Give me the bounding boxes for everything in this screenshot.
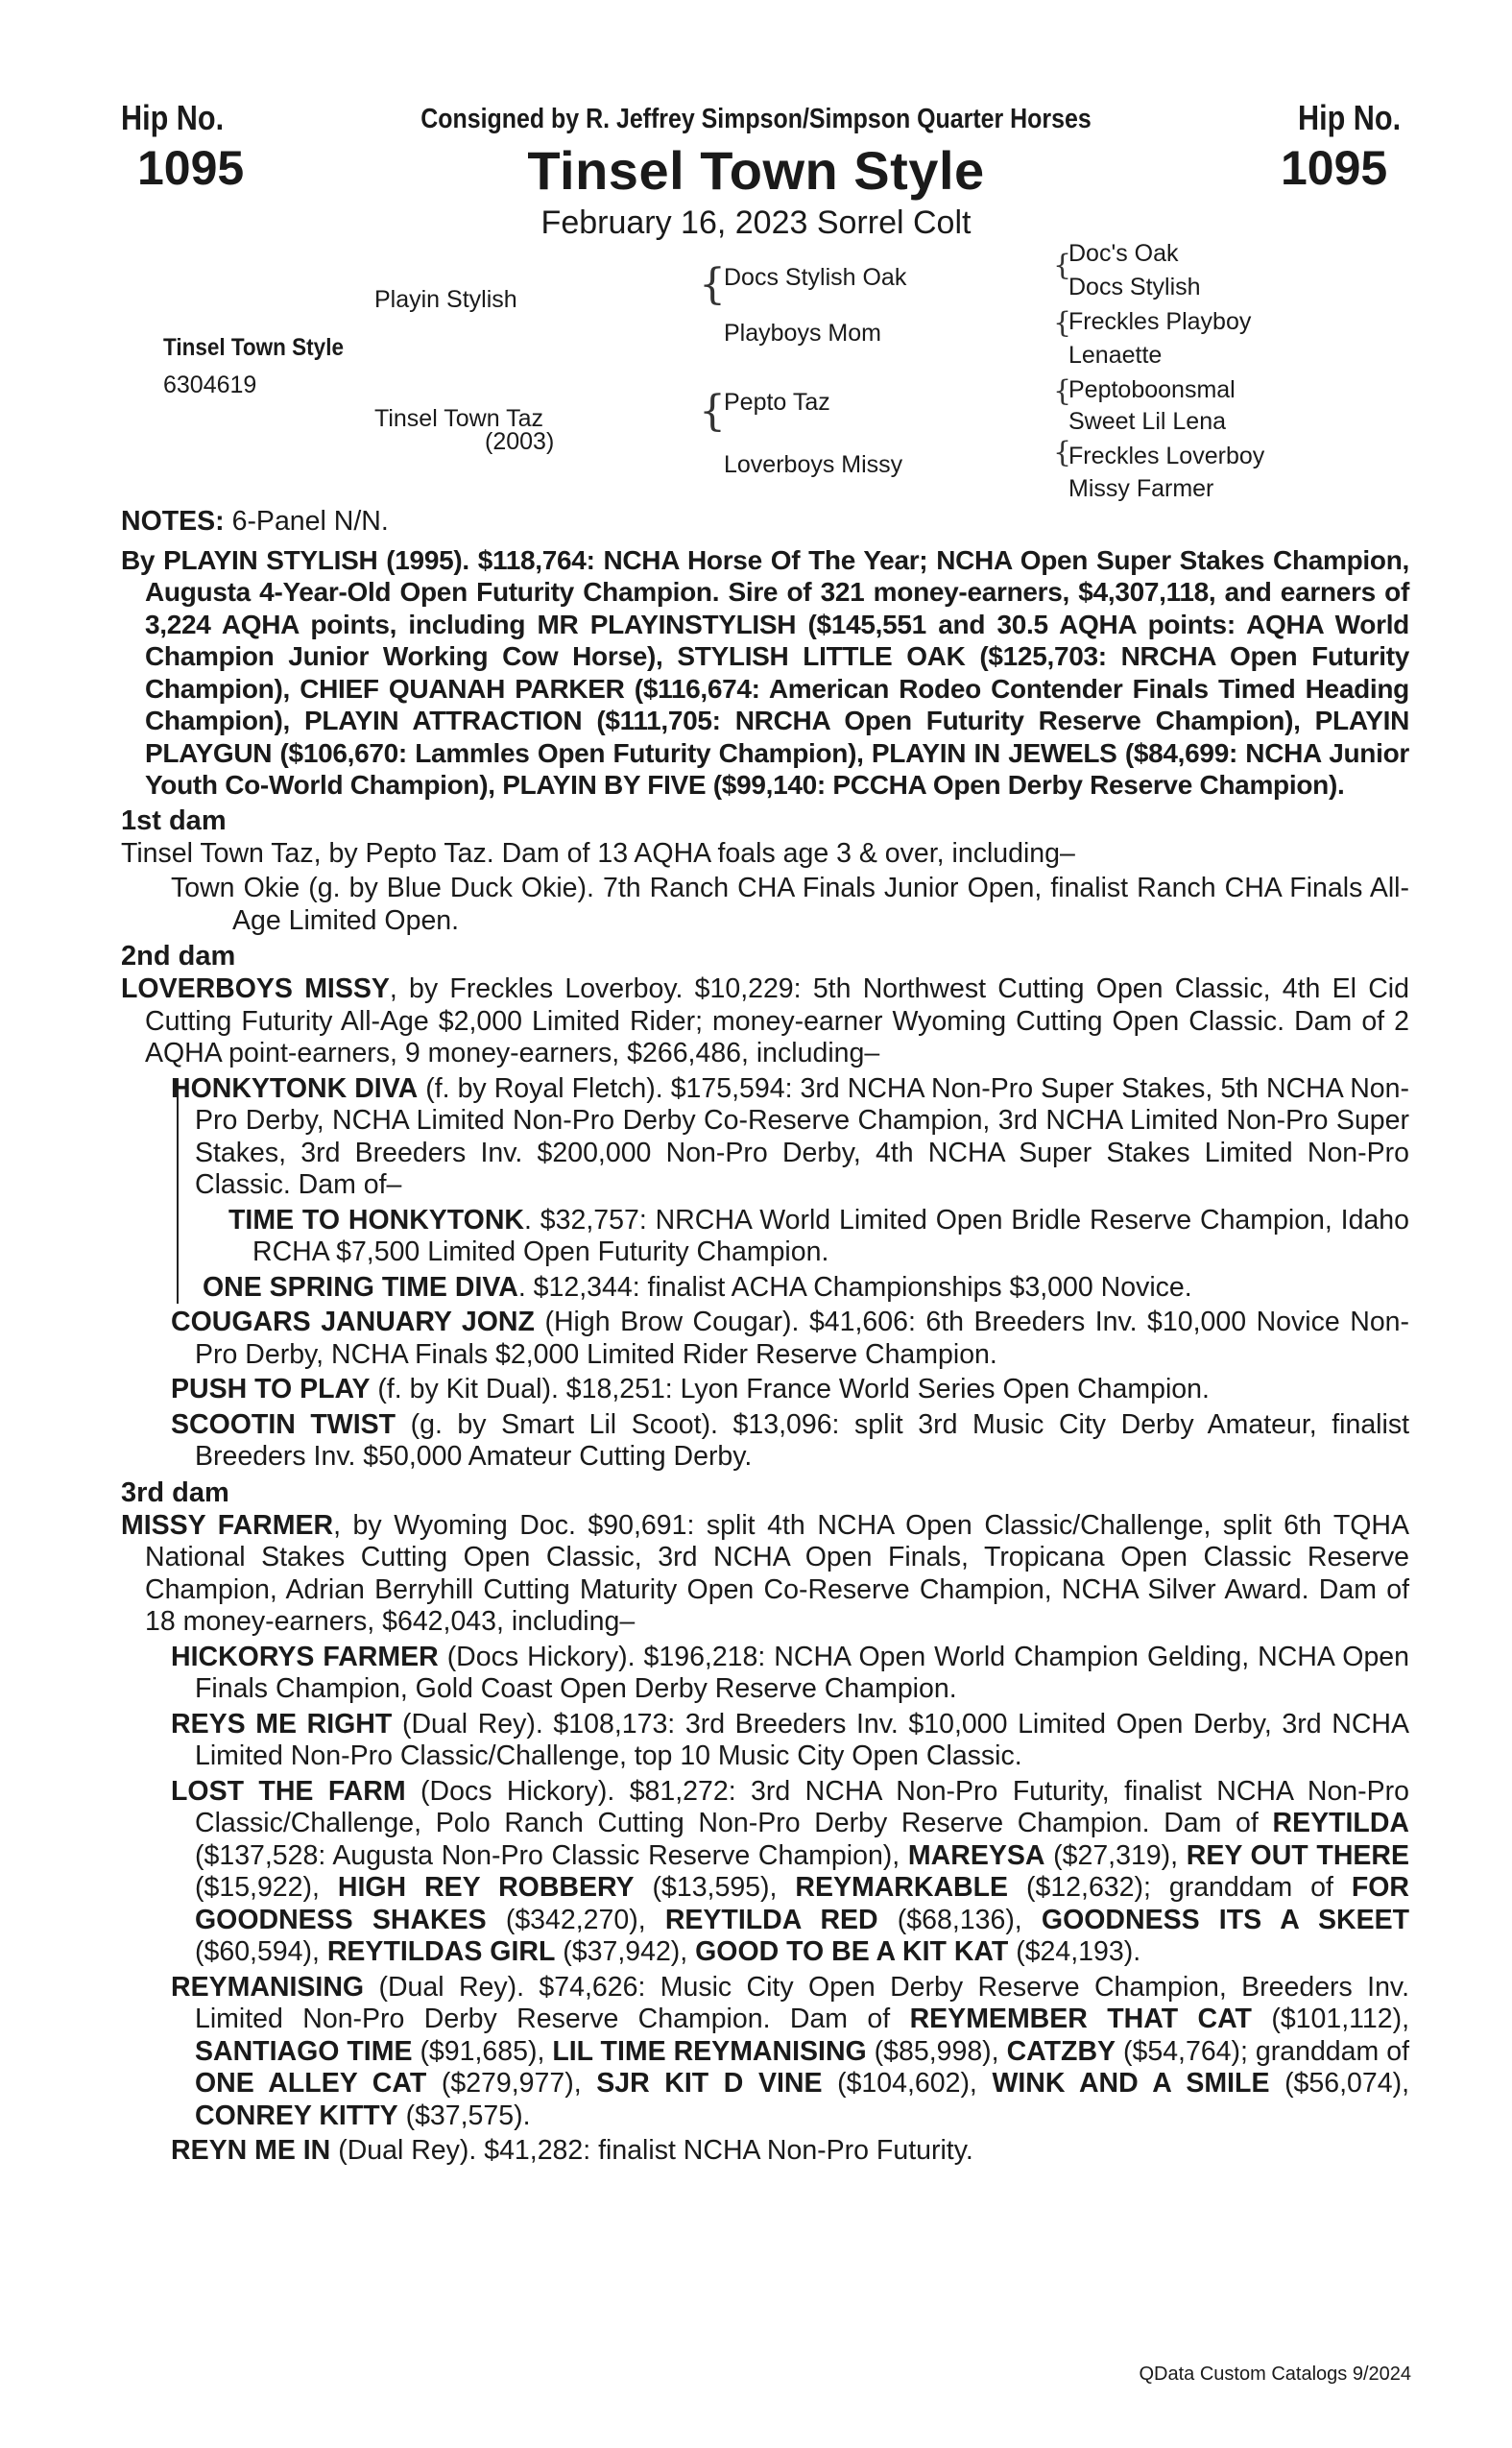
horse-title: Tinsel Town Style xyxy=(527,140,985,201)
pedigree-g3: Freckles Playboy xyxy=(1068,308,1252,335)
first-dam-text: Tinsel Town Taz, by Pepto Taz. Dam of 13 AQHA foals age 3 & over, including– xyxy=(121,837,1075,869)
gp-catzby: CATZBY xyxy=(1006,2035,1116,2067)
hip-number-left: 1095 xyxy=(137,141,245,195)
gp-mareysa-t: ($27,319), xyxy=(1044,1839,1187,1871)
brace-g3: { xyxy=(1053,374,1072,408)
pedigree-g8: Missy Farmer xyxy=(1068,475,1214,502)
second-dam-produce xyxy=(121,1073,1409,1474)
gp-for-goodness-shakes-t: ($342,270), xyxy=(486,1904,665,1935)
gp-high-rey-robbery: HIGH REY ROBBERY xyxy=(337,1872,635,1903)
pedigree-g5: Peptoboonsmal xyxy=(1068,376,1236,403)
gp-conrey-kitty-t: ($37,575). xyxy=(397,2100,531,2131)
gp-reymarkable-t: ($12,632); granddam of xyxy=(1008,1872,1352,1903)
third-dam-name: MISSY FARMER xyxy=(121,1509,334,1541)
second-dam-text xyxy=(121,973,1409,1070)
name-hickorys-farmer: HICKORYS FARMER xyxy=(171,1641,439,1672)
brace-g4: { xyxy=(1053,436,1072,469)
gp-reytilda-t: ($137,528: Augusta Non-Pro Classic Reserve Champion), xyxy=(195,1839,908,1871)
second-dam-desc: , by Freckles Loverboy. $10,229: 5th Northwest Cutting Open Classic, 4th El Cid Cutting Futurity All-Age $2,000 Limited Rider; money-earner Wyoming Cutting Open Classic. Dam of 2 AQHA point-earners, 9 money-earners, $266,486, including– xyxy=(145,973,1409,1068)
consigner-line: Consigned by R. Jeffrey Simpson/Simpson Quarter Horses xyxy=(420,104,1092,134)
gp-reytildas-girl-t: ($37,942), xyxy=(555,1936,696,1967)
hip-label-left: Hip No. xyxy=(121,98,225,137)
desc-push-to-play: (f. by Kit Dual). $18,251: Lyon France World Series Open Champion. xyxy=(370,1374,1210,1404)
name-reyn-me-in: REYN ME IN xyxy=(171,2135,331,2166)
produce-reys-me-right xyxy=(171,1709,1409,1773)
gp-rey-out-there: REY OUT THERE xyxy=(1186,1839,1410,1871)
produce-cougars-january-jonz xyxy=(171,1307,1409,1371)
footer-credit: QData Custom Catalogs 9/2024 xyxy=(1139,2364,1411,2385)
gp-lil-time-reymanising: LIL TIME REYMANISING xyxy=(552,2035,867,2067)
desc-honkytonk-diva: (f. by Royal Fletch). $175,594: 3rd NCHA Non-Pro Super Stakes, 5th NCHA Non-Pro Derby, NCHA Limited Non-Pro Derby Co-Reserve Champion, 3rd NCHA Limited Non-Pro Super Stakes, 3rd Breeders Inv. $200,000 Non-Pro Derby, 4th NCHA Super Stakes Limited Non-Pro Classic. Dam of– xyxy=(195,1072,1409,1200)
name-honkytonk-diva: HONKYTONK DIVA xyxy=(171,1072,419,1104)
pedigree-g2: Docs Stylish xyxy=(1068,274,1201,300)
gp-sjr-kit-d-vine-t: ($104,602), xyxy=(822,2068,993,2099)
desc-cougars-january-jonz: (High Brow Cougar). $41,606: 6th Breeders Inv. $10,000 Novice Non-Pro Derby, NCHA Finals $2,000 Limited Rider Reserve Champion. xyxy=(195,1307,1410,1370)
produce-reyn-me-in xyxy=(171,2135,1409,2168)
gp-one-alley-cat: ONE ALLEY CAT xyxy=(195,2068,427,2099)
pedigree-horse: Tinsel Town Style xyxy=(163,334,344,361)
gp-reytilda-red-t: ($68,136), xyxy=(877,1904,1042,1935)
pedigree-g6: Sweet Lil Lena xyxy=(1068,408,1227,435)
gp-good-to-be-a-kit-kat-t: ($24,193). xyxy=(1008,1936,1141,1967)
desc-time-to-honkytonk: . $32,757: NRCHA World Limited Open Bridle Reserve Champion, Idaho RCHA $7,500 Limited Open Futurity Champion. xyxy=(252,1204,1409,1267)
gp-reytildas-girl: REYTILDAS GIRL xyxy=(326,1936,556,1967)
pedigree-dam-sire: Pepto Taz xyxy=(724,389,830,416)
name-cougars-january-jonz: COUGARS JANUARY JONZ xyxy=(171,1307,535,1337)
gp-santiago-time-t: ($91,685), xyxy=(412,2035,553,2067)
name-push-to-play: PUSH TO PLAY xyxy=(171,1374,371,1404)
brace-g1: { xyxy=(1053,249,1072,282)
notes-text: 6-Panel N/N. xyxy=(224,506,389,537)
gp-reymarkable: REYMARKABLE xyxy=(795,1872,1009,1903)
name-reys-me-right: REYS ME RIGHT xyxy=(171,1708,393,1740)
pedigree-sire: Playin Stylish xyxy=(374,286,517,313)
gp-goodness-its-a-skeet-t: ($60,594), xyxy=(195,1936,327,1967)
name-scootin-twist: SCOOTIN TWIST xyxy=(171,1408,396,1440)
second-dam-label: 2nd dam xyxy=(121,941,236,972)
gp-wink-and-a-smile: WINK AND A SMILE xyxy=(992,2068,1270,2099)
pedigree-dam-year: (2003) xyxy=(485,428,555,455)
name-time-to-honkytonk: TIME TO HONKYTONK xyxy=(228,1204,525,1236)
produce-hickorys-farmer xyxy=(171,1642,1409,1706)
produce-lost-the-farm xyxy=(171,1776,1409,1969)
brace-sire: { xyxy=(699,260,726,309)
gp-conrey-kitty: CONREY KITTY xyxy=(195,2100,398,2131)
pedigree-dam: Tinsel Town Taz xyxy=(374,405,544,432)
third-dam-desc: , by Wyoming Doc. $90,691: split 4th NCHA Open Classic/Challenge, split 6th TQHA National Stakes Cutting Open Classic, 3rd NCHA Open Finals, Tropicana Open Classic Reserve Champion, Adrian Berryhill Cutting Maturity Open Co-Reserve Champion, NCHA Silver Award. Dam of 18 money-earners, $642,043, including– xyxy=(145,1509,1409,1637)
desc-lost-the-farm: (Docs Hickory). $81,272: 3rd NCHA Non-Pro Futurity, finalist NCHA Non-Pro Classic/Challenge, Polo Ranch Cutting Non-Pro Derby Reserve Champion. Dam of xyxy=(195,1775,1409,1838)
desc-reyn-me-in: (Dual Rey). $41,282: finalist NCHA Non-Pro Futurity. xyxy=(330,2135,973,2166)
name-one-spring-time-diva: ONE SPRING TIME DIVA xyxy=(203,1271,518,1303)
gp-reytilda: REYTILDA xyxy=(1272,1808,1409,1838)
third-dam-text xyxy=(121,1510,1409,1639)
produce-one-spring-time-diva xyxy=(203,1272,1409,1305)
catalog-body xyxy=(121,506,1409,2171)
third-dam-label: 3rd dam xyxy=(121,1476,229,1508)
gp-sjr-kit-d-vine: SJR KIT D VINE xyxy=(596,2068,823,2099)
gp-reymember-that-cat-t: ($101,112), xyxy=(1251,2004,1409,2034)
first-dam-produce: Town Okie (g. by Blue Duck Okie). 7th Ranch CHA Finals Junior Open, finalist Ranch CHA Finals All-Age Limited Open. xyxy=(171,873,1409,936)
desc-reymanising: (Dual Rey). $74,626: Music City Open Derby Reserve Champion, Breeders Inv. Limited Non-Pro Derby Reserve Champion. Dam of xyxy=(195,1971,1409,2034)
desc-reys-me-right: (Dual Rey). $108,173: 3rd Breeders Inv. $10,000 Limited Open Derby, 3rd NCHA Limited Non-Pro Classic/Challenge, top 10 Music City Open Classic. xyxy=(195,1708,1410,1771)
hip-label-right: Hip No. xyxy=(1298,98,1402,137)
gp-for-goodness-shakes: FOR GOODNESS SHAKES xyxy=(195,1872,1410,1935)
gp-catzby-t: ($54,764); granddam of xyxy=(1116,2035,1409,2067)
sire-paragraph: By PLAYIN STYLISH (1995). $118,764: NCHA Horse Of The Year; NCHA Open Super Stakes Champion, Augusta 4-Year-Old Open Futurity Champion. Sire of 321 money-earners, $4,307,118, and earners of 3,224 AQHA points, including MR PLAYINSTYLISH ($145,551 and 30.5 AQHA points: AQHA World Champion Junior Working Cow Horse), STYLISH LITTLE OAK ($125,703: NRCHA Open Futurity Champion), CHIEF QUANAH PARKER ($116,674: American Rodeo Contender Finals Timed Heading Champion), PLAYIN ATTRACTION ($111,705: NRCHA Open Futurity Reserve Champion), PLAYIN PLAYGUN ($106,670: Lammles Open Futurity Champion), PLAYIN IN JEWELS ($84,699: NCHA Junior Youth Co-World Champion), PLAYIN BY FIVE ($99,140: PCCHA Open Derby Reserve Champion). xyxy=(121,544,1409,800)
gp-lil-time-reymanising-t: ($85,998), xyxy=(866,2035,1007,2067)
gp-santiago-time: SANTIAGO TIME xyxy=(195,2035,413,2067)
gp-reymember-that-cat: REYMEMBER THAT CAT xyxy=(909,2004,1252,2034)
produce-push-to-play xyxy=(171,1374,1409,1406)
name-reymanising: REYMANISING xyxy=(171,1971,365,2003)
pedigree-sire-sire: Docs Stylish Oak xyxy=(724,264,907,291)
second-dam-name: LOVERBOYS MISSY xyxy=(121,973,390,1004)
gp-reytilda-red: REYTILDA RED xyxy=(664,1904,878,1935)
desc-scootin-twist: (g. by Smart Lil Scoot). $13,096: split 3rd Music City Derby Amateur, finalist Breeders Inv. $50,000 Amateur Cutting Derby. xyxy=(195,1408,1410,1472)
hip-number-right: 1095 xyxy=(1281,141,1388,195)
produce-time-to-honkytonk xyxy=(203,1205,1409,1269)
desc-one-spring-time-diva: . $12,344: finalist ACHA Championships $3,000 Novice. xyxy=(517,1271,1192,1303)
brace-dam: { xyxy=(699,387,726,436)
gp-high-rey-robbery-t: ($13,595), xyxy=(634,1872,796,1903)
first-dam-label: 1st dam xyxy=(121,804,227,836)
produce-scootin-twist xyxy=(171,1409,1409,1474)
pedigree-sire-dam: Playboys Mom xyxy=(724,320,881,347)
notes-label: NOTES: xyxy=(121,506,225,537)
foaled-description: February 16, 2023 Sorrel Colt xyxy=(540,204,972,241)
pedigree-dam-dam: Loverboys Missy xyxy=(724,451,903,478)
pedigree-reg-number: 6304619 xyxy=(163,372,257,398)
desc-hickorys-farmer: (Docs Hickory). $196,218: NCHA Open World Champion Gelding, NCHA Open Finals Champion, Gold Coast Open Derby Reserve Champion. xyxy=(195,1641,1410,1704)
pedigree-g1: Doc's Oak xyxy=(1068,240,1179,267)
gp-mareysa: MAREYSA xyxy=(907,1839,1045,1871)
gp-goodness-its-a-skeet: GOODNESS ITS A SKEET xyxy=(1041,1904,1409,1935)
gp-one-alley-cat-t: ($279,977), xyxy=(426,2068,597,2099)
pedigree-g4: Lenaette xyxy=(1068,342,1163,369)
produce-reymanising xyxy=(171,1972,1409,2133)
gp-good-to-be-a-kit-kat: GOOD TO BE A KIT KAT xyxy=(695,1936,1009,1967)
name-lost-the-farm: LOST THE FARM xyxy=(171,1775,406,1807)
pedigree-g7: Freckles Loverboy xyxy=(1068,443,1265,469)
third-dam-produce xyxy=(121,1642,1409,2168)
gp-wink-and-a-smile-t: ($56,074), xyxy=(1269,2068,1409,2099)
gp-rey-out-there-t: ($15,922), xyxy=(195,1872,338,1903)
notes-line xyxy=(121,506,1409,539)
brace-g2: { xyxy=(1053,306,1072,340)
